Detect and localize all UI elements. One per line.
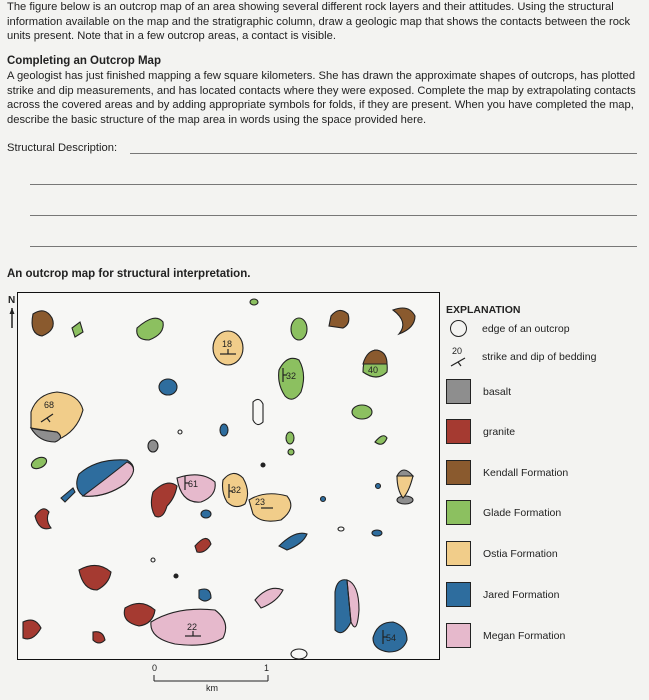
basalt-swatch (446, 379, 471, 404)
outcrop-glade (375, 436, 387, 445)
outcrop-point (321, 497, 326, 502)
outcrop-granite (195, 538, 211, 552)
outcrop-granite (79, 565, 111, 590)
dip-label: 68 (44, 400, 55, 410)
dip-label: 40 (368, 365, 379, 375)
outcrop-basalt (397, 496, 413, 504)
answer-line[interactable] (130, 153, 637, 154)
outcrop-granite (23, 620, 41, 639)
dip-label: 54 (386, 633, 397, 643)
dip-label: 23 (255, 497, 266, 507)
strike-dip-value: 20 (452, 346, 463, 356)
jared-swatch (446, 582, 471, 607)
outcrop-kendall (363, 350, 387, 364)
section-heading: Completing an Outcrop Map (7, 55, 161, 67)
outcrop-kendall (393, 308, 415, 334)
legend-label: basalt (483, 385, 512, 398)
legend-megan (446, 623, 565, 648)
outcrop-point (376, 484, 381, 489)
legend-label: edge of an outcrop (482, 322, 570, 335)
outcrop-granite (93, 632, 105, 643)
scale-bar (150, 673, 272, 683)
legend-label: granite (483, 425, 516, 438)
legend-label: Jared Formation (483, 588, 560, 601)
legend-glade (446, 500, 561, 525)
answer-line[interactable] (30, 184, 637, 185)
answer-line[interactable] (30, 246, 637, 247)
outcrop-jared (220, 424, 228, 436)
dip-label: 18 (222, 339, 233, 349)
explanation-title: EXPLANATION (446, 304, 521, 316)
figure-title: An outcrop map for structural interpretation. (7, 268, 251, 280)
outcrop-glade (137, 318, 163, 340)
legend-granite (446, 419, 515, 444)
instructions-text: The figure below is an outcrop map of an area showing several different rock layers and their attitudes. Using the structural information available on the map and the stratigraphic column, draw a geologic map that shows the contacts between the rock units present. Note that in a few outcrop areas, a contact is visible. (7, 1, 631, 43)
dip-label: 22 (187, 622, 198, 632)
outcrop-point (261, 463, 265, 467)
strike-dip-icon (449, 346, 469, 368)
megan-swatch (446, 623, 471, 648)
legend-label: Ostia Formation (483, 547, 558, 560)
outcrop-granite (151, 483, 177, 517)
legend-kendall (446, 460, 568, 485)
outcrop-glade (288, 449, 294, 455)
outcrop-map-drawing (17, 292, 440, 660)
scale-start: 0 (152, 663, 158, 673)
outcrop-edge-icon (450, 320, 467, 337)
ostia-swatch (446, 541, 471, 566)
answer-line[interactable] (30, 215, 637, 216)
outcrop-point (174, 574, 178, 578)
outcrop-jared (372, 530, 382, 536)
legend-jared (446, 582, 559, 607)
legend-strike-dip (446, 346, 596, 368)
glade-swatch (446, 500, 471, 525)
legend-label: Glade Formation (483, 506, 562, 519)
outcrop-basalt (148, 440, 158, 452)
granite-swatch (446, 419, 471, 444)
outcrop-glade (338, 527, 344, 531)
outcrop-glade (72, 322, 83, 337)
outcrop-jared (159, 379, 177, 395)
legend-label: Kendall Formation (483, 466, 569, 479)
outcrop-kendall (329, 310, 349, 328)
section-paragraph: A geologist has just finished mapping a few square kilometers. She has drawn the approximate shapes of outcrops, has plotted strike and dip measurements, and has located contacts where they were exposed. Complete the map by extrapolating contacts across the covered areas and by adding appropriate symbols for folds, if they are present. When you have completed the map, describe the basic structure of the map area in words using the space provided here. (7, 70, 636, 126)
outcrop-ostia (397, 476, 413, 498)
dip-label: 61 (188, 479, 199, 489)
outcrop-jared (201, 510, 211, 518)
legend-label: strike and dip of bedding (482, 351, 597, 363)
outcrop-jared (61, 488, 75, 502)
outcrop-glade (250, 299, 258, 305)
outcrop-glade (352, 405, 372, 419)
outcrop-megan (253, 399, 263, 424)
legend-basalt (446, 379, 511, 404)
legend-outcrop-edge (446, 320, 570, 337)
structural-description-label: Structural Description: (7, 142, 118, 154)
dip-label: 32 (286, 371, 297, 381)
north-label: N (8, 295, 16, 306)
outcrop-jared (199, 589, 211, 601)
scale-end: 1 (264, 663, 270, 673)
outcrop-point (178, 430, 182, 434)
kendall-swatch (446, 460, 471, 485)
outcrop-megan (291, 649, 307, 659)
legend-ostia (446, 541, 558, 566)
outcrop-granite (35, 509, 51, 529)
outcrop-kendall (32, 311, 53, 336)
dip-label: 32 (231, 485, 242, 495)
scale-unit: km (206, 683, 218, 693)
legend-label: Megan Formation (483, 629, 566, 642)
outcrop-glade (291, 318, 307, 340)
outcrop-megan (255, 588, 283, 608)
outcrop-basalt (397, 470, 413, 476)
outcrop-point (151, 558, 155, 562)
outcrop-glade (286, 432, 294, 444)
outcrop-glade (30, 455, 49, 471)
outcrop-jared (279, 533, 307, 550)
